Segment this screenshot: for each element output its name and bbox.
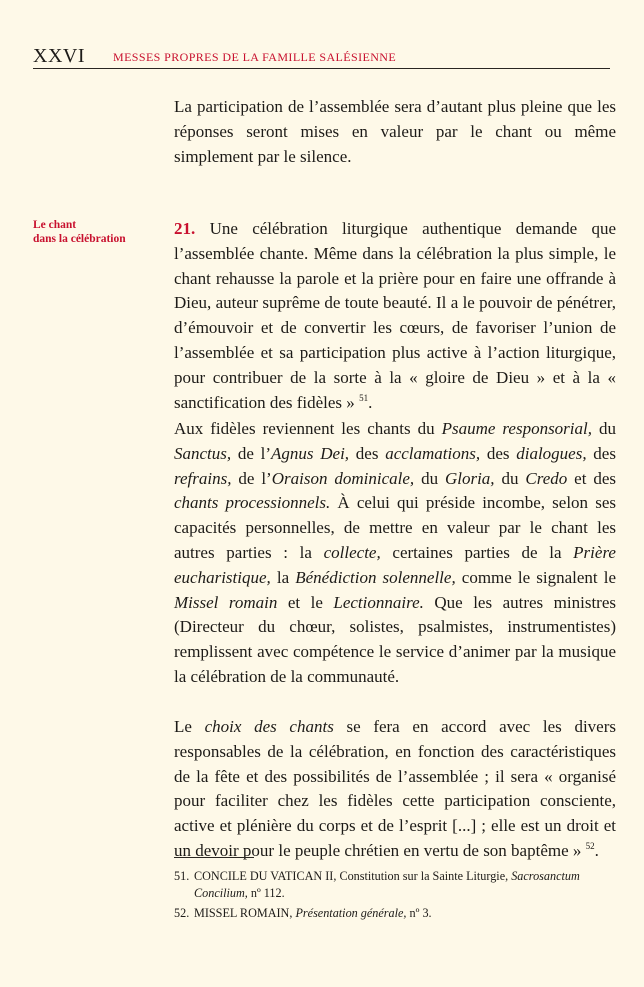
footnote-ref-52[interactable]: 52 [585,840,595,851]
italic-term: refrains, [174,468,232,488]
footnote-text: nº 112. [247,885,285,900]
italic-term: Sanctus, [174,443,232,463]
text-run: des [586,443,616,463]
italic-term: collecte, [323,542,381,562]
text-run: du [414,468,445,488]
text-run: du [592,419,616,438]
text-run: Le [174,717,205,736]
footnotes [174,868,616,926]
text-run: comme le signalent le [455,567,616,587]
footnote-51 [174,868,616,901]
paragraph-choix-des-chants [174,715,616,864]
footnote-number: 52. [174,906,190,920]
text-run: des [480,443,517,463]
italic-term: Credo [525,468,568,488]
page-folio: XXVI [33,45,85,67]
paragraph-21 [174,217,616,415]
footnote-italic: Sacrosanctum Concilium, [194,869,580,900]
paragraph-text: . [368,392,373,412]
text-run: Aux fidèles reviennent les chants du [174,419,442,438]
text-run: certaines parties de la [380,542,574,562]
text-run: . [594,840,599,860]
footnote-ref-51[interactable]: 51 [359,392,369,403]
margin-note [33,218,168,246]
text-run: de l’ [231,443,272,463]
italic-term: choix des chants [204,717,334,736]
italic-term: Bénédiction solennelle, [295,567,456,587]
paragraph-chants [174,417,616,690]
text-run: la [270,567,296,587]
text-run: et des [567,468,616,488]
italic-term: acclamations, [385,443,481,463]
footnote-text: CONCILE DU VATICAN II, Constitution sur la Sainte Liturgie, [194,869,512,883]
footnote-text: nº 3. [406,906,432,920]
italic-term: chants processionnels. [174,493,331,513]
footnote-text: MISSEL ROMAIN, [194,906,296,920]
footnote-52 [174,905,616,922]
text-run: des [349,443,386,463]
text-run: Que les autres ministres (Directeur du chœur, solistes, psalmistes, instrumentistes) remplissent avec compétence le service d’animer par la musique la célébration de la communauté. [174,592,616,686]
paragraph-number: 21. [174,219,196,238]
text-run: de l’ [231,468,272,488]
text-run: À celui qui préside incombe, selon ses capacités personnelles, de mettre en valeur par le chant les autres parties : la [174,493,616,562]
margin-note-line-1: Le chant [33,219,77,231]
running-header [33,44,610,69]
paragraph-text: Une célébration liturgique authentique demande que l’assemblée chante. Même dans la célébration la plus simple, le chant rehausse la parole et la prière pour en faire une offrande à Dieu, auteur suprême de toute beauté. Il a le pouvoir de pénétrer, d’émouvoir et de convertir les cœurs, de favoriser l’union de l’assemblée et sa participation plus active à l’action liturgique, pour contribuer de la sorte à la « gloire de Dieu » et à la « sanctification des fidèles » [174,219,616,412]
italic-term: Agnus Dei, [271,443,350,463]
italic-term: Missel romain [174,592,278,612]
margin-note-line-2: dans la célébration [33,233,126,245]
italic-term: Oraison dominicale, [271,468,415,488]
italic-term: dialogues, [516,443,587,463]
running-title: MESSES PROPRES DE LA FAMILLE SALÉSIENNE [113,50,397,64]
footnote-italic: Présentation générale, [295,906,407,920]
footnote-number: 51. [174,869,190,883]
italic-term: Prière eucharistique, [174,542,616,587]
italic-term: Gloria, [444,468,495,488]
text-run: se fera en accord avec les divers responsables de la célébration, en fonction des caractéristiques de la fête et des possibilités de l’assemblée ; il sera « organisé pour faciliter chez les fidèles cette participation consciente, active et plénière du corps et de l’esprit [...] ; elle est un droit et un devoir pour le peuple chrétien en vertu de son baptême » [174,717,616,860]
text-run: et le [277,592,334,612]
italic-term: Lectionnaire. [333,592,424,612]
paragraph-text: La participation de l’assemblée sera d’autant plus pleine que les réponses seront mises en valeur par le chant ou même simplement par le silence. [174,97,616,166]
footnote-divider [174,857,254,858]
italic-term: Psaume responsorial, [441,419,592,438]
text-run: du [494,468,526,488]
paragraph-participation [174,95,616,169]
